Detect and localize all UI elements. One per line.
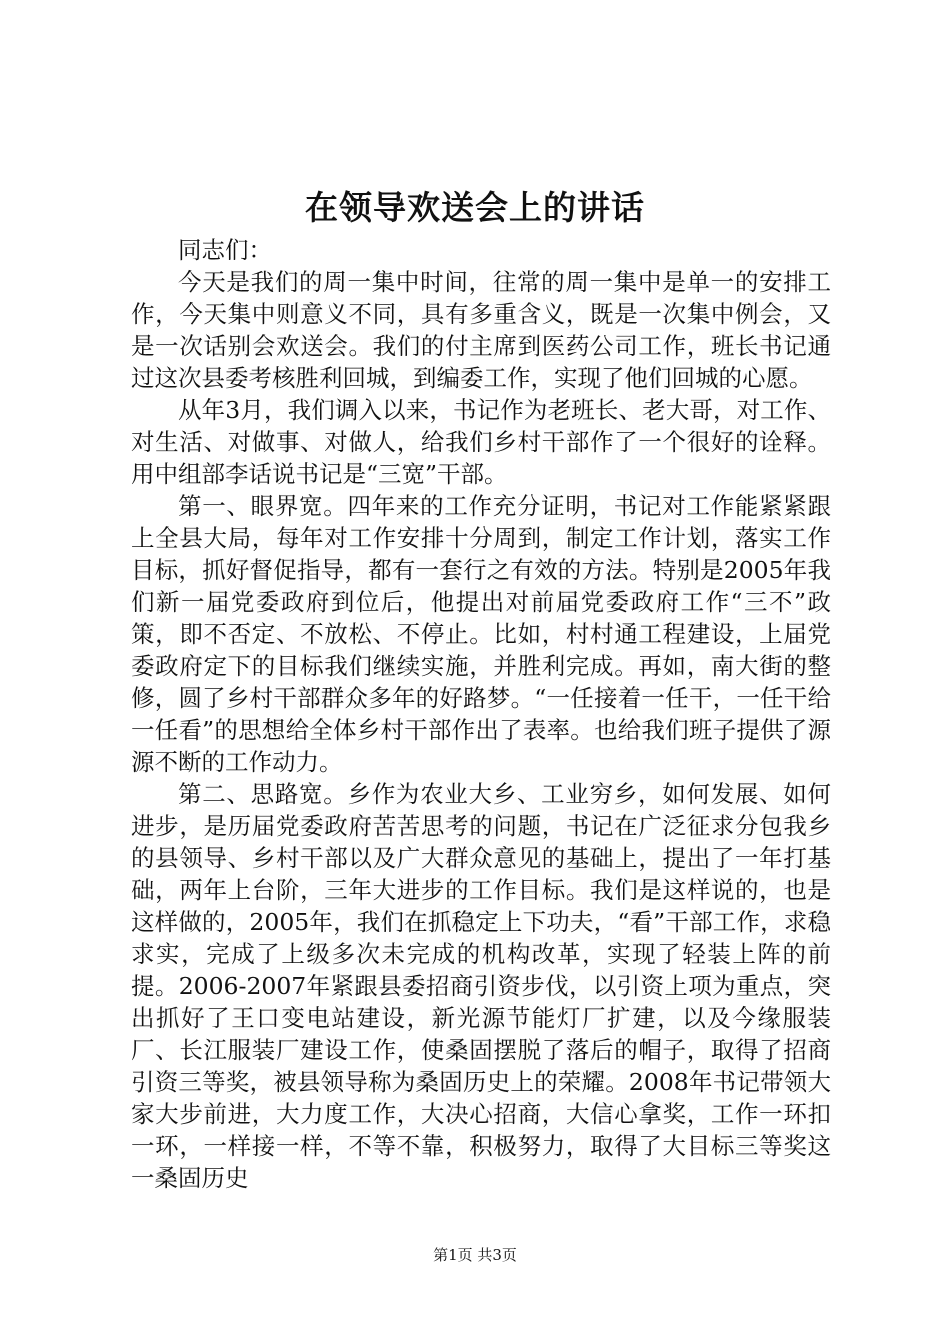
document-body (131, 234, 831, 1194)
document-title: 在领导欢送会上的讲话 (305, 188, 645, 227)
body-paragraph: 第二、思路宽。乡作为农业大乡、工业穷乡，如何发展、如何进步，是历届党委政府苦苦思考的问题，书记在广泛征求分包我乡的县领导、乡村干部以及广大群众意见的基础上，提出了一年打基础，两年上台阶，三年大进步的工作目标。我们是这样说的，也是这样做的，2005年，我们在抓稳定上下功夫，“看”干部工作，求稳求实，完成了上级多次未完成的机构改革，实现了轻装上阵的前提。2006-2007年紧跟县委招商引资步伐，以引资上项为重点，突出抓好了王口变电站建设，新光源节能灯厂扩建，以及今缘服装厂、长江服装厂建设工作，使桑固摆脱了落后的帽子，取得了招商引资三等奖，被县领导称为桑固历史上的荣耀。2008年书记带领大家大步前进，大力度工作，大决心招商，大信心拿奖，工作一环扣一环，一样接一样，不等不靠，积极努力，取得了大目标三等奖这一桑固历史 (131, 780, 831, 1192)
body-paragraph: 从年3月，我们调入以来，书记作为老班长、老大哥，对工作、对生活、对做事、对做人，给我们乡村干部作了一个很好的诠释。用中组部李话说书记是“三宽”干部。 (131, 396, 831, 488)
body-paragraph: 第一、眼界宽。四年来的工作充分证明，书记对工作能紧紧跟上全县大局，每年对工作安排十分周到，制定工作计划，落实工作目标，抓好督促指导，都有一套行之有效的方法。特别是2005年我们新一届党委政府到位后，他提出对前届党委政府工作“三不”政策，即不否定、不放松、不停止。比如，村村通工程建设，上届党委政府定下的目标我们继续实施，并胜利完成。再如，南大街的整修，圆了乡村干部群众多年的好路梦。“一任接着一任干，一任干给一任看”的思想给全体乡村干部作出了表率。也给我们班子提供了源源不断的工作动力。 (131, 492, 831, 776)
page-number-footer: 第1页 共3页 (433, 1246, 517, 1264)
salutation-paragraph: 同志们： (178, 236, 272, 264)
body-paragraph: 今天是我们的周一集中时间，往常的周一集中是单一的安排工作，今天集中则意义不同，具有多重含义，既是一次集中例会，又是一次话别会欢送会。我们的付主席到医药公司工作，班长书记通过这次县委考核胜利回城，到编委工作，实现了他们回城的心愿。 (131, 268, 831, 392)
